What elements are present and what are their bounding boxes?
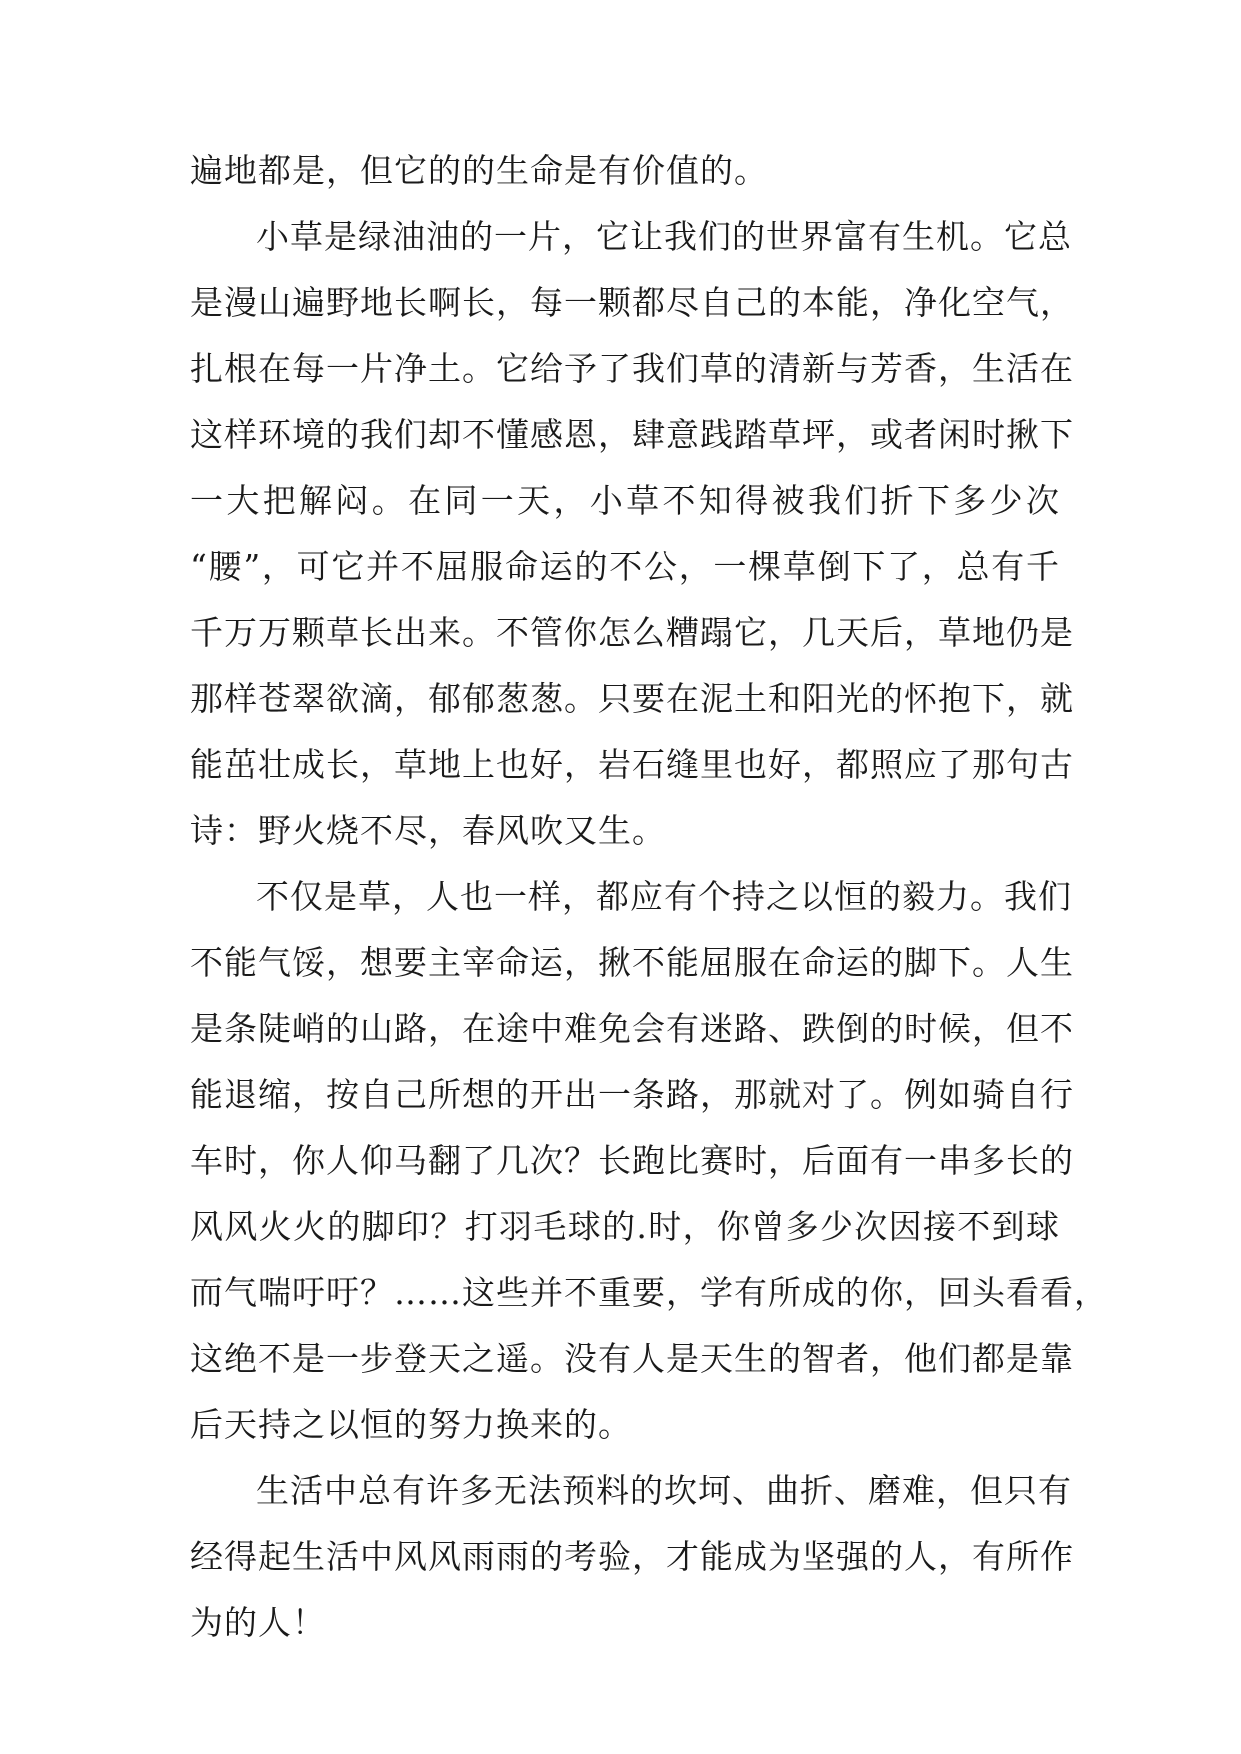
paragraph-line: “腰”，可它并不屈服命运的不公，一棵草倒下了，总有千	[190, 547, 1060, 586]
paragraph-line: 能茁壮成长，草地上也好，岩石缝里也好，都照应了那句古	[190, 745, 1074, 784]
paragraph-line: 那样苍翠欲滴，郁郁葱葱。只要在泥土和阳光的怀抱下，就	[190, 679, 1074, 718]
paragraph-line: 是漫山遍野地长啊长，每一颗都尽自己的本能，净化空气，	[190, 283, 1074, 322]
paragraph-line: 生活中总有许多无法预料的坎坷、曲折、磨难，但只有	[256, 1471, 1072, 1510]
paragraph-line: 风风火火的脚印？打羽毛球的.时，你曾多少次因接不到球	[190, 1207, 1060, 1246]
paragraph-line: 诗：野火烧不尽，春风吹又生。	[190, 811, 666, 850]
paragraph-line: 这样环境的我们却不懂感恩，肆意践踏草坪，或者闲时揪下	[190, 415, 1074, 454]
paragraph-line: 是条陡峭的山路，在途中难免会有迷路、跌倒的时候，但不	[190, 1009, 1074, 1048]
paragraph-line: 能退缩，按自己所想的开出一条路，那就对了。例如骑自行	[190, 1075, 1074, 1114]
paragraph-line: 而气喘吁吁？……这些并不重要，学有所成的你，回头看看，	[190, 1273, 1108, 1312]
paragraph-line: 为的人！	[190, 1603, 326, 1642]
paragraph-line: 遍地都是，但它的的生命是有价值的。	[190, 151, 768, 190]
body-text	[190, 138, 1108, 1656]
paragraph-line: 车时，你人仰马翻了几次？长跑比赛时，后面有一串多长的	[190, 1141, 1074, 1180]
paragraph-line: 一大把解闷。在同一天，小草不知得被我们折下多少次	[190, 481, 1060, 520]
paragraph-line: 这绝不是一步登天之遥。没有人是天生的智者，他们都是靠	[190, 1339, 1074, 1378]
paragraph-line: 后天持之以恒的努力换来的。	[190, 1405, 632, 1444]
paragraph-line: 不仅是草，人也一样，都应有个持之以恒的毅力。我们	[256, 877, 1072, 916]
paragraph-line: 不能气馁，想要主宰命运，揪不能屈服在命运的脚下。人生	[190, 943, 1074, 982]
paragraph-line: 千万万颗草长出来。不管你怎么糟蹋它，几天后，草地仍是	[190, 613, 1074, 652]
paragraph-line: 经得起生活中风风雨雨的考验，才能成为坚强的人，有所作	[190, 1537, 1074, 1576]
paragraph-line: 扎根在每一片净土。它给予了我们草的清新与芳香，生活在	[190, 349, 1074, 388]
paragraph-line: 小草是绿油油的一片，它让我们的世界富有生机。它总	[256, 217, 1072, 256]
